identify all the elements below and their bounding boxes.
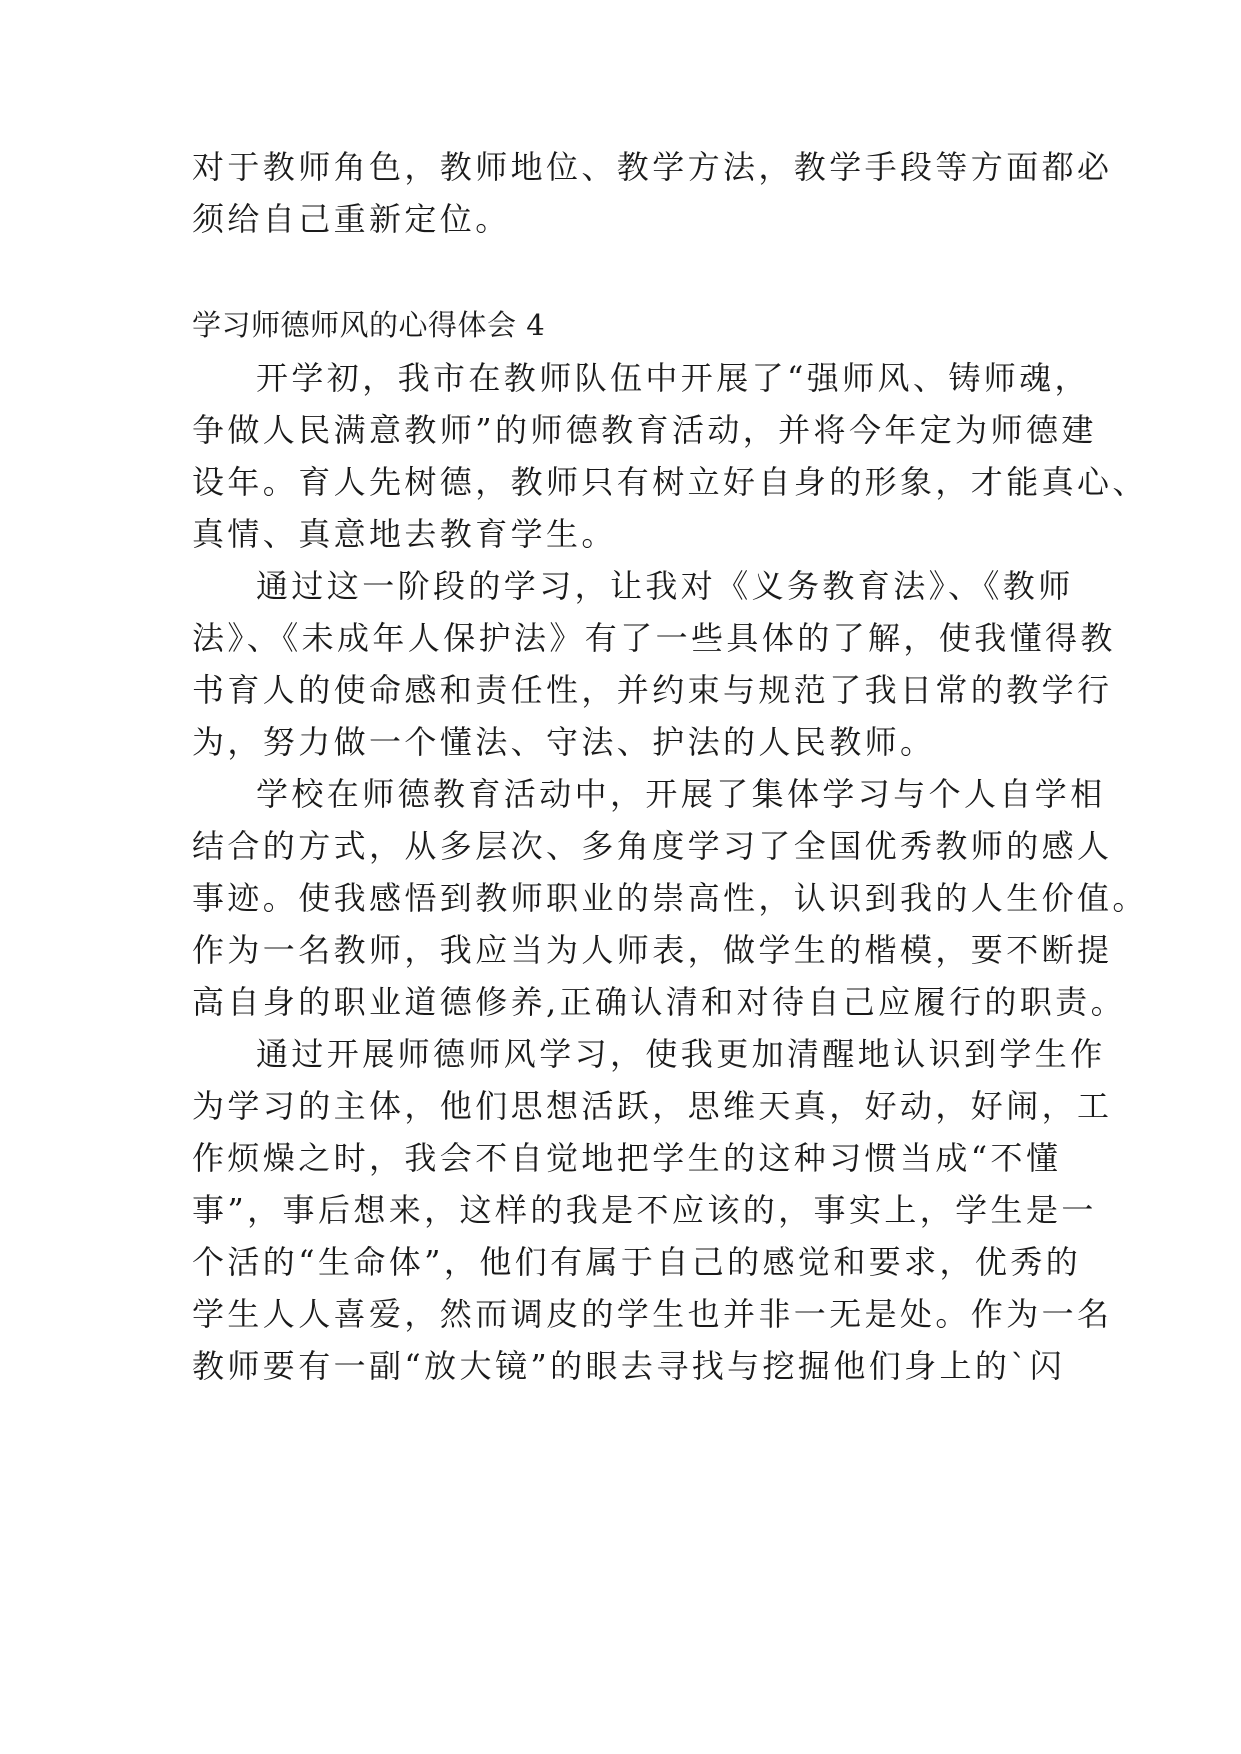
paragraph-3-line-1: 学校在师德教育活动中，开展了集体学习与个人自学相 — [256, 775, 1106, 813]
paragraph-3-line-2: 结合的方式，从多层次、多角度学习了全国优秀教师的感人 — [192, 827, 1113, 865]
paragraph-1-line-1: 开学初，我市在教师队伍中开展了“强师风、铸师魂， — [256, 359, 1090, 397]
paragraph-4-line-5: 个活的“生命体”，他们有属于自己的感觉和要求，优秀的 — [192, 1243, 1082, 1281]
paragraph-2-line-1: 通过这一阶段的学习，让我对《义务教育法》、《教师 — [256, 567, 1074, 605]
intro-line-1: 对于教师角色，教师地位、教学方法，教学手段等方面都必 — [192, 148, 1113, 186]
paragraph-4-line-2: 为学习的主体，他们思想活跃，思维天真，好动，好闹，工 — [192, 1087, 1113, 1125]
paragraph-2-line-4: 为，努力做一个懂法、守法、护法的人民教师。 — [192, 723, 936, 761]
paragraph-4-line-7: 教师要有一副“放大镜”的眼去寻找与挖掘他们身上的`闪 — [192, 1347, 1066, 1385]
paragraph-4-line-1: 通过开展师德师风学习，使我更加清醒地认识到学生作 — [256, 1035, 1106, 1073]
paragraph-4-line-6: 学生人人喜爱，然而调皮的学生也并非一无是处。作为一名 — [192, 1295, 1113, 1333]
paragraph-2-line-2: 法》、《未成年人保护法》有了一些具体的了解，使我懂得教 — [192, 619, 1116, 657]
paragraph-2-line-3: 书育人的使命感和责任性，并约束与规范了我日常的教学行 — [192, 671, 1113, 709]
intro-line-2: 须给自己重新定位。 — [192, 200, 511, 238]
paragraph-4-line-4: 事”，事后想来，这样的我是不应该的，事实上，学生是一 — [192, 1191, 1097, 1229]
paragraph-1-line-3: 设年。育人先树德，教师只有树立好自身的形象，才能真心、 — [192, 463, 1148, 501]
paragraph-4-line-3: 作烦燥之时，我会不自觉地把学生的这种习惯当成“不懂 — [192, 1139, 1062, 1177]
paragraph-3-line-5: 高自身的职业道德修养,正确认清和对待自己应履行的职责。 — [192, 983, 1126, 1021]
paragraph-1-line-2: 争做人民满意教师”的师德教育活动，并将今年定为师德建 — [192, 411, 1097, 449]
paragraph-1-line-4: 真情、真意地去教育学生。 — [192, 515, 617, 553]
section-title: 学习师德师风的心得体会 4 — [192, 308, 546, 342]
paragraph-3-line-3: 事迹。使我感悟到教师职业的崇高性，认识到我的人生价值。 — [192, 879, 1148, 917]
paragraph-3-line-4: 作为一名教师，我应当为人师表，做学生的楷模，要不断提 — [192, 931, 1113, 969]
